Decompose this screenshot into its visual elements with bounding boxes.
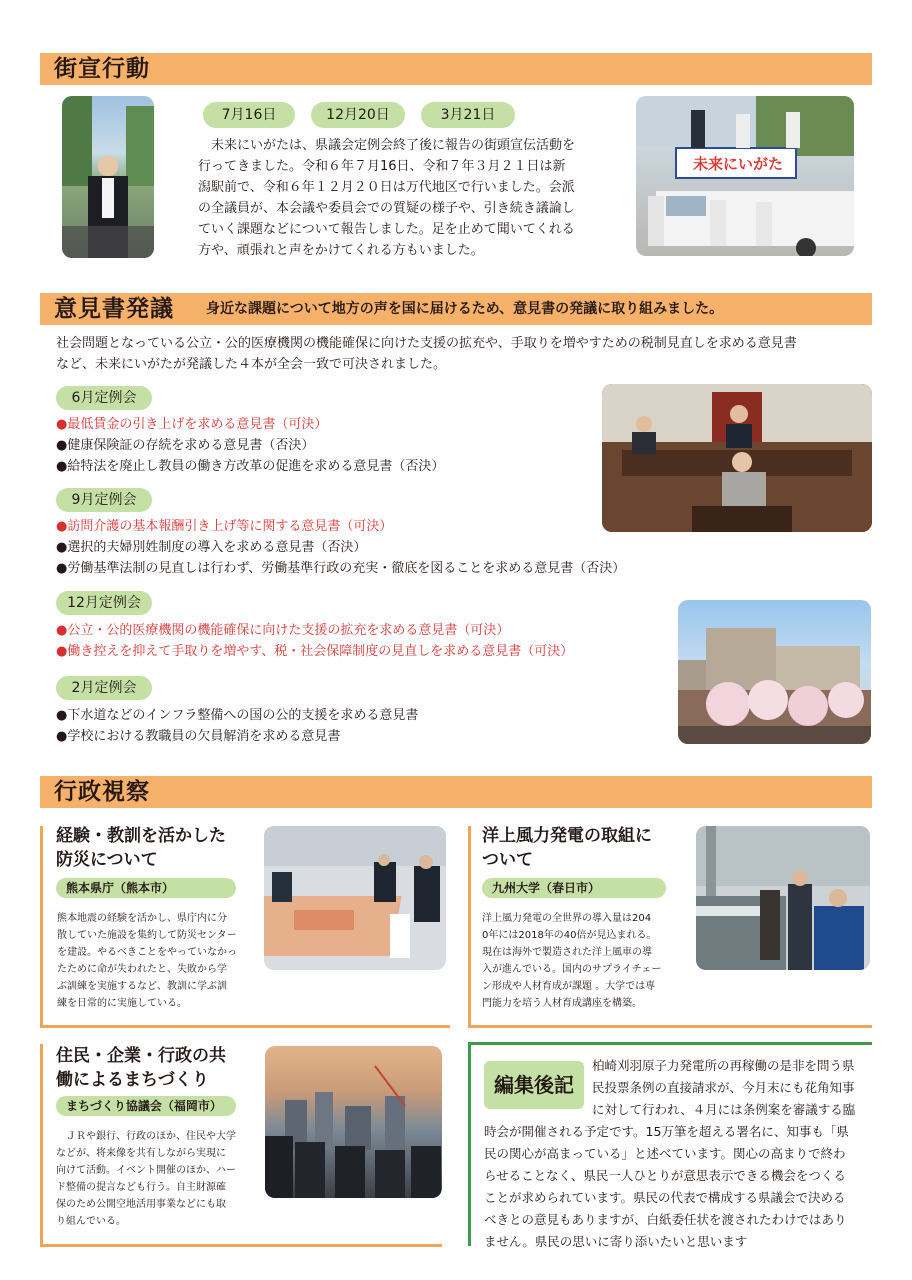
resolution-item: ●訪問介護の基本報酬引き上げ等に関する意見書（可決） [56,519,393,534]
photo-medical-center [678,600,871,744]
banner-text: 未来にいがた [692,155,783,173]
henshu-border-top [468,1042,872,1045]
photo-city-view [265,1046,442,1198]
date-pill-2: 12月20日 [311,102,405,128]
session-label-december: 12月定例会 [56,591,152,615]
henshu-body [484,1121,872,1253]
session-label-september: 9月定例会 [56,488,152,512]
gaisen-body [198,135,618,261]
card-body-line: 門能力を培う人材育成講座を構築。 [482,998,642,1009]
henshu-title: 編集後記 [484,1061,584,1109]
card-body-line: り組んでいる。 [56,1216,126,1227]
card-body-line: 散していた施設を集約して防災センター [57,930,237,941]
resolution-item: ●給特法を廃止し教員の働き方改革の促進を求める意見書（否決） [56,459,445,474]
card-body-line: ド整備の提言なども行う。自主財源確 [56,1182,226,1193]
session-label-june: 6月定例会 [56,386,152,410]
henshu-line: 柏崎刈羽原子力発電所の再稼働の是非を問う県 [592,1058,855,1073]
henshu-line: らせることなく、県民一人ひとりが意思表示できる機会をつくる [484,1168,846,1183]
henshu-line: に対して行われ、４月には条例案を審議する臨 [592,1102,856,1117]
card-body-line: 入が進んでいる。国内のサプライチェー [482,964,662,975]
henshu-line: 時会が開催される予定です。15万筆を超える署名に、知事も「県 [484,1124,849,1139]
ikensho-intro [56,333,868,375]
date-pill-3: 3月21日 [421,102,515,128]
resolution-item: ●働き控えを抑えて手取りを増やす、税・社会保障制度の見直しを求める意見書（可決） [56,644,574,659]
photo-assembly-hall [602,384,872,532]
card-title-machizukuri [56,1044,226,1092]
card-title-bousai [56,824,226,872]
card-border-left [468,826,471,1028]
resolution-item: ●下水道などのインフラ整備への国の公的支援を求める意見書 [56,708,419,723]
card-border-bottom [40,1025,450,1028]
card-body-line: 保のため公開空地活用事業などにも取 [56,1199,226,1210]
gaisen-line: 未来にいがたは、県議会定例会終了後に報告の街頭宣伝活動を [198,138,576,153]
gaisen-line: ていく課題などについて報告しました。足を止めて聞いてくれる [198,222,575,237]
gaisen-line: 行ってきました。令和６年７月16日、令和７年３月２１日は新 [198,159,566,174]
photo-disaster-center [264,826,446,970]
card-location-fukuoka: まちづくり協議会（福岡市） [56,1096,236,1116]
card-body-line: 練を日常的に実施している。 [57,998,187,1009]
resolution-item: ●健康保険証の存続を求める意見書（否決） [56,438,315,453]
section-title-gyosei: 行政視察 [54,779,150,805]
card-title-line: 防災について [56,850,158,870]
card-body-line: 0年には2018年の40倍が見込まれる。 [482,930,657,941]
resolution-item: ●選択的夫婦別姓制度の導入を求める意見書（否決） [56,540,367,555]
session-list-september [56,516,625,579]
card-title-line: ついて [482,850,533,870]
gaisen-line: 潟駅前で、令和６年１２月２０日は万代地区で行いました。会派 [198,180,575,195]
section-title-ikensho: 意見書発議 [54,296,174,322]
henshu-line: ことが求められています。県民の代表で構成する県議会で決める [484,1190,846,1205]
resolution-item: ●学校における教職員の欠員解消を求める意見書 [56,729,341,744]
card-body-line: などが、将来像を共有しながら実現に [56,1148,226,1159]
session-label-february: 2月定例会 [56,676,152,700]
henshu-line: 民の関心が高まっている」と述べています。関心の高まりで終わ [484,1146,846,1161]
intro-line: など、未来にいがたが発議した４本が全会一致で可決されました。 [56,357,447,372]
card-body-wind [482,910,684,1012]
resolution-item: ●労働基準法制の見直しは行わず、労働基準行政の充実・徹底を図ることを求める意見書（否決） [56,561,626,576]
card-body-line: 現在は海外で製造された洋上風車の導 [482,947,652,958]
card-border-bottom [468,1025,872,1028]
card-title-line: 働によるまちづくり [56,1070,209,1090]
card-body-line: 熊本地震の経験を活かし、県庁内に分 [57,913,227,924]
photo-wind-lab [696,826,870,970]
card-title-wind [482,824,652,872]
card-title-line: 経験・教訓を活かした [56,826,226,846]
date-pill-1: 7月16日 [203,102,295,128]
photo-street-speech [62,96,154,258]
section-subtitle-ikensho: 身近な課題について地方の声を国に届けるため、意見書の発議に取り組みました。 [206,301,724,317]
card-title-line: 洋上風力発電の取組に [482,826,652,846]
card-border-bottom [40,1244,442,1247]
card-body-line: ＪＲや銀行、行政のほか、住民や大学 [56,1131,236,1142]
card-location-kyushu: 九州大学（春日市） [482,878,666,898]
session-list-december [56,620,573,662]
henshu-line: 民投票条例の直接請求が、今月末にも花角知事 [592,1080,855,1095]
section-bar-ikensho [40,293,872,325]
card-body-machizukuri [56,1128,256,1230]
card-border-left [40,1044,43,1247]
card-body-bousai [57,910,257,1012]
card-body-line: 向けて活動。イベント開催のほか、ハー [56,1165,236,1176]
henshu-line: ません。県民の思いに寄り添いたいと思います [484,1234,748,1249]
section-bar-gyosei [40,776,872,808]
session-list-february [56,705,418,747]
card-body-line: ン形成や人材育成が課題 。大学では専 [482,981,656,992]
section-title-gaisen: 街宣行動 [54,56,150,82]
section-bar-gaisen [40,53,872,85]
gaisen-line: の全議員が、本会議や委員会での質疑の様子や、引き続き議論し [198,201,575,216]
card-body-line: ぶ訓練を実施するなど、教訓に学ぶ訓 [57,981,227,992]
photo-campaign-car [636,96,854,256]
gaisen-line: 方や、頑張れと声をかけてくれる方もいました。 [198,243,484,258]
card-location-kumamoto: 熊本県庁（熊本市） [56,878,236,898]
session-list-june [56,414,444,477]
henshu-line: べきとの意見もありますが、白紙委任状を渡されたわけではあり [484,1212,847,1227]
resolution-item: ●最低賃金の引き上げを求める意見書（可決） [56,417,328,432]
card-body-line: 洋上風力発電の全世界の導入量は204 [482,913,652,924]
card-body-line: を建設。やるべきことをやっていなかっ [57,947,237,958]
card-title-line: 住民・企業・行政の共 [56,1046,226,1066]
henshu-border-left [468,1042,471,1246]
card-border-left [40,826,43,1028]
resolution-item: ●公立・公的医療機関の機能確保に向けた支援の拡充を求める意見書（可決） [56,623,510,638]
card-body-line: たために命が失われたと、失敗から学 [57,964,227,975]
henshu-body-top [592,1055,872,1121]
intro-line: 社会問題となっている公立・公的医療機関の機能確保に向けた支援の拡充や、手取りを増やすための税制見直しを求める意見書 [56,336,797,351]
